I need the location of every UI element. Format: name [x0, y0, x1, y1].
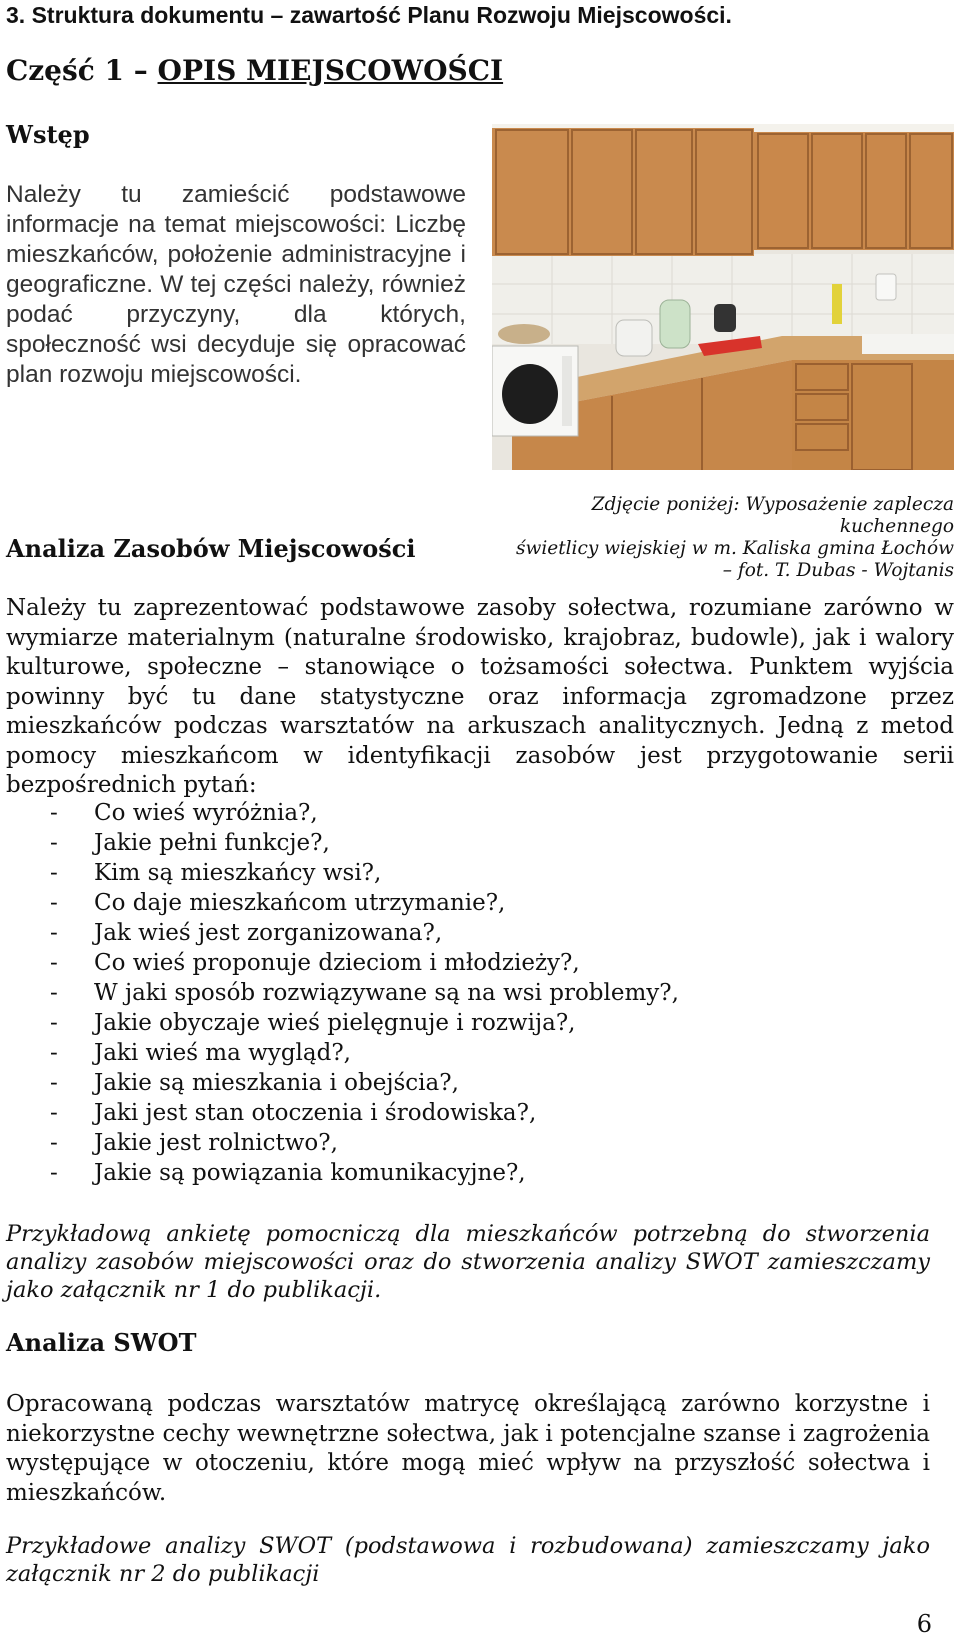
intro-paragraph: Należy tu zamieścić podstawowe informacje na temat miejscowości: Liczbę mieszkańców, położenie administracyjne i geograficzne. W tej części należy, również podać przyczyny, dla których, społeczność wsi decyduje się opracować plan rozwoju miejscowości.: [6, 181, 466, 388]
questions-list: [6, 798, 679, 1188]
list-item: - Jak wieś jest zorganizowana?,: [6, 918, 679, 948]
list-item: - Jakie pełni funkcje?,: [6, 828, 679, 858]
list-item: - Jakie jest rolnictwo?,: [6, 1128, 679, 1158]
resources-heading: Analiza Zasobów Miejscowości: [6, 534, 416, 563]
swot-heading: Analiza SWOT: [6, 1328, 197, 1357]
list-item: - Jaki wieś ma wygląd?,: [6, 1038, 679, 1068]
list-item: - Co wieś proponuje dzieciom i młodzieży?,: [6, 948, 679, 978]
part-heading: [6, 54, 503, 87]
swot-note: Przykładowe analizy SWOT (podstawowa i rozbudowana) zamieszczamy jako załącznik nr 2 do publikacji: [6, 1533, 930, 1587]
part-prefix: Część 1 –: [6, 54, 158, 87]
page-number: 6: [916, 1610, 932, 1638]
caption-line-2: świetlicy wiejskiej w m. Kaliska gmina Łochów: [516, 538, 954, 559]
kitchen-photo: [492, 124, 954, 470]
photo-caption: [492, 494, 954, 582]
list-item: - W jaki sposób rozwiązywane są na wsi problemy?,: [6, 978, 679, 1008]
swot-paragraph: Opracowaną podczas warsztatów matrycę określającą zarówno korzystne i niekorzystne cechy wewnętrzne sołectwa, jak i potencjalne szanse i zagrożenia występujące w otoczeniu, które mogą mieć wpływ na przyszłość sołectwa i mieszkańców.: [6, 1391, 930, 1506]
resources-note: Przykładową ankietę pomocniczą dla mieszkańców potrzebną do stworzenia analizy zasobów miejscowości oraz do stworzenia analizy SWOT zamieszczamy jako załącznik nr 1 do publikacji.: [6, 1221, 930, 1303]
section-heading: 3. Struktura dokumentu – zawartość Planu Rozwoju Miejscowości.: [6, 2, 732, 28]
list-item: - Co wieś wyróżnia?,: [6, 798, 679, 828]
list-item: - Jakie są mieszkania i obejścia?,: [6, 1068, 679, 1098]
resources-paragraph: Należy tu zaprezentować podstawowe zasoby sołectwa, rozumiane zarówno w wymiarze materialnym (naturalne środowisko, krajobraz, budowle), jak i walory kulturowe, społeczne – stanowiące o tożsamości sołectwa. Punktem wyjścia powinny być tu dane statystyczne oraz informacja zgromadzone przez mieszkańców podczas warsztatów na arkuszach analitycznych. Jedną z metod pomocy mieszkańcom w identyfikacji zasobów jest przygotowanie serii bezpośrednich pytań:: [6, 595, 954, 798]
caption-line-1: Zdjęcie poniżej: Wyposażenie zaplecza kuchennego: [591, 494, 954, 537]
part-title: OPIS MIEJSCOWOŚCI: [157, 54, 504, 87]
caption-line-3: – fot. T. Dubas - Wojtanis: [722, 560, 954, 581]
intro-heading: Wstęp: [6, 120, 90, 149]
list-item: - Jakie obyczaje wieś pielęgnuje i rozwija?,: [6, 1008, 679, 1038]
list-item: - Jakie są powiązania komunikacyjne?,: [6, 1158, 679, 1188]
list-item: - Kim są mieszkańcy wsi?,: [6, 858, 679, 888]
list-item: - Jaki jest stan otoczenia i środowiska?,: [6, 1098, 679, 1128]
list-item: - Co daje mieszkańcom utrzymanie?,: [6, 888, 679, 918]
